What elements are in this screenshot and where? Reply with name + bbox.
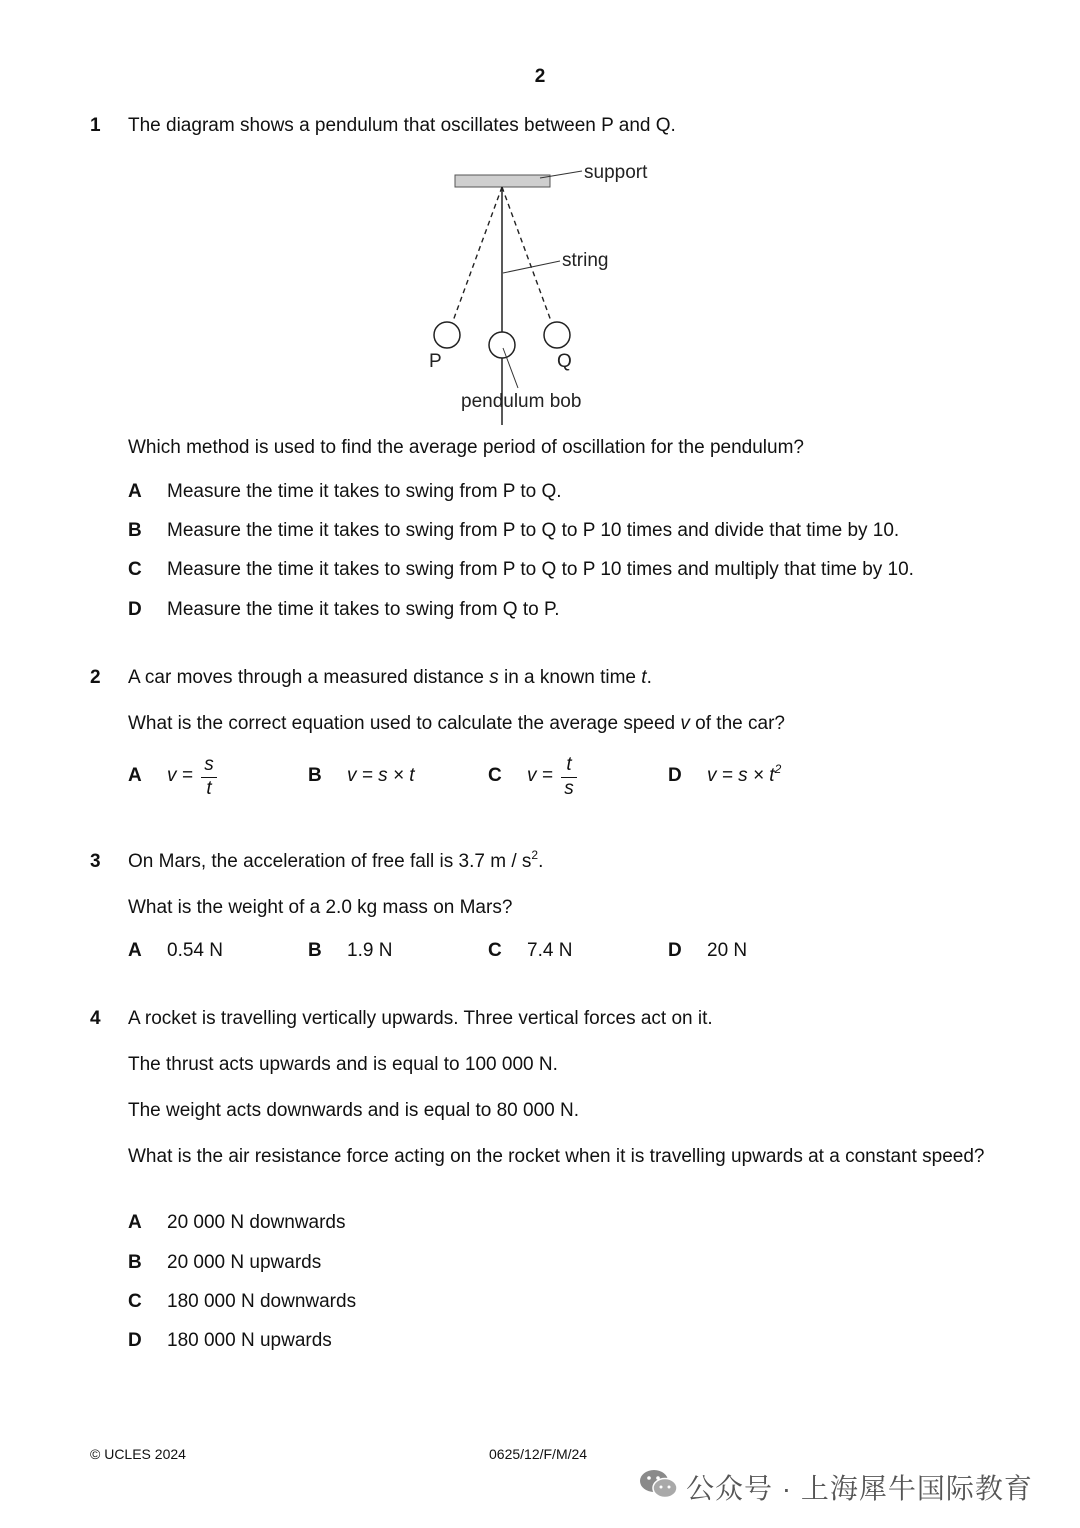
q4-option-d-text: 180 000 N upwards (167, 1330, 332, 1351)
footer-copyright: © UCLES 2024 (90, 1446, 186, 1462)
q4-option-c-letter: C (128, 1291, 142, 1312)
q2-option-b-expr: v = s × t (347, 765, 415, 786)
label-p: P (429, 351, 442, 372)
fraction-numerator: s (204, 754, 214, 775)
question-3-prompt: What is the weight of a 2.0 kg mass on Mars? (128, 897, 513, 918)
q2-option-d-expr: $v = s \times t^2$ (707, 762, 782, 786)
q3-option-a-text: 0.54 N (167, 940, 223, 961)
watermark-text: 公众号 · 上海犀牛国际教育 (686, 1473, 1033, 1504)
footer-paper-code: 0625/12/F/M/24 (489, 1446, 588, 1462)
dashed-path-p (453, 187, 502, 321)
pendulum-diagram (400, 150, 680, 425)
question-1-prompt: Which method is used to find the average period of oscillation for the pendulum? (128, 437, 804, 458)
q3-option-b-letter: B (308, 940, 322, 961)
q1-option-a-letter: A (128, 481, 142, 502)
question-1-stem: The diagram shows a pendulum that oscillates between P and Q. (128, 115, 676, 136)
q4-option-b-text: 20 000 N upwards (167, 1252, 322, 1273)
label-q: Q (557, 351, 572, 372)
question-1-number: 1 (90, 115, 101, 136)
q2-option-c-lhs: v = (527, 765, 553, 786)
q2-option-a-letter: A (128, 765, 142, 786)
question-2-stem: A car moves through a measured distance s in a known time t. (128, 667, 652, 688)
q1-option-d-text: Measure the time it takes to swing from Q to P. (167, 599, 560, 620)
dashed-path-q (502, 187, 551, 321)
wechat-icon (638, 1466, 680, 1502)
question-4-prompt: What is the air resistance force acting on the rocket when it is travelling upwards at a constant speed? (128, 1146, 985, 1167)
q2-option-b-letter: B (308, 765, 322, 786)
label-pendulum-bob: pendulum bob (461, 391, 582, 412)
label-string: string (562, 250, 609, 271)
pendulum-bob (489, 332, 515, 358)
q3-option-d-letter: D (668, 940, 682, 961)
question-4-stem: A rocket is travelling vertically upwards. Three vertical forces act on it. (128, 1008, 713, 1029)
question-3-stem: On Mars, the acceleration of free fall is 3.7 m / $s^2$. (128, 848, 544, 872)
q1-option-b-text: Measure the time it takes to swing from P to Q to P 10 times and divide that time by 10. (167, 520, 900, 541)
label-support: support (584, 162, 648, 183)
q1-option-c-text: Measure the time it takes to swing from P to Q to P 10 times and multiply that time by 10. (167, 559, 914, 580)
q4-option-a-text: 20 000 N downwards (167, 1212, 346, 1233)
bob-at-q (544, 322, 570, 348)
q3-option-c-letter: C (488, 940, 502, 961)
question-2-number: 2 (90, 667, 101, 688)
q1-option-b-letter: B (128, 520, 142, 541)
q2-option-d-letter: D (668, 765, 682, 786)
q2-option-a-lhs: v = (167, 765, 193, 786)
q3-option-b-text: 1.9 N (347, 940, 393, 961)
question-2-prompt: What is the correct equation used to calculate the average speed v of the car? (128, 713, 785, 734)
support-bar (455, 175, 550, 187)
q4-option-c-text: 180 000 N downwards (167, 1291, 357, 1312)
question-3-number: 3 (90, 851, 101, 872)
q4-option-d-letter: D (128, 1330, 142, 1351)
question-4-weight: The weight acts downwards and is equal to 80 000 N. (128, 1100, 579, 1121)
q3-option-d-text: 20 N (707, 940, 748, 961)
q1-option-d-letter: D (128, 599, 142, 620)
question-4-number: 4 (90, 1008, 101, 1029)
fraction-denominator: t (206, 778, 212, 799)
bob-at-p (434, 322, 460, 348)
q4-option-a-letter: A (128, 1212, 142, 1233)
page-number: 2 (534, 66, 546, 87)
fraction-numerator: t (566, 754, 572, 775)
fraction-denominator: s (564, 778, 574, 799)
q3-option-c-text: 7.4 N (527, 940, 573, 961)
q1-option-c-letter: C (128, 559, 142, 580)
q1-option-a-text: Measure the time it takes to swing from P to Q. (167, 481, 562, 502)
question-4-thrust: The thrust acts upwards and is equal to 100 000 N. (128, 1054, 558, 1075)
q3-option-a-letter: A (128, 940, 142, 961)
q4-option-b-letter: B (128, 1252, 142, 1273)
q2-option-c-letter: C (488, 765, 502, 786)
